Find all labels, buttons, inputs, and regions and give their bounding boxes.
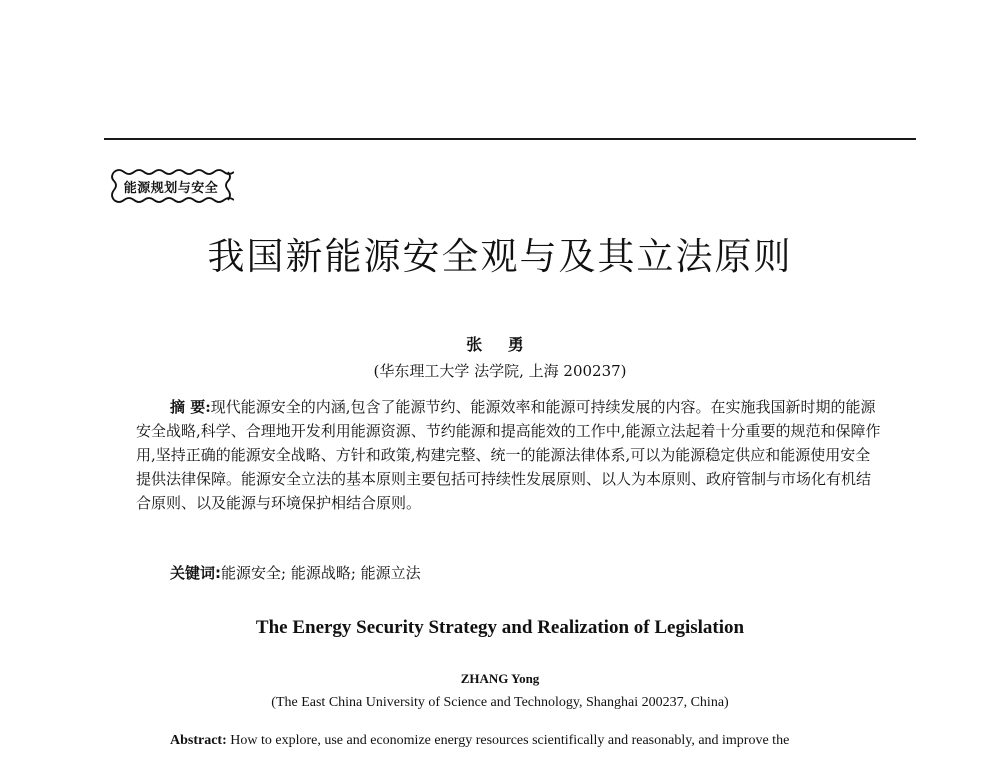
cut-off-text-line (138, 754, 886, 760)
abstract-text-cn: 现代能源安全的内涵,包含了能源节约、能源效率和能源可持续发展的内容。在实施我国新时期的能源安全战略,科学、合理地开发利用能源资源、节约能源和提高能效的工作中,能源立法起着十分重要的规范和保障作用,坚持正确的能源安全战略、方针和政策,构建完整、统一的能源法律体系,可以为能源稳定供应和能源使用安全提供法律保障。能源安全立法的基本原则主要包括可持续性发展原则、以人为本原则、政府管制与市场化有机结合原则、以及能源与环境保护相结合原则。 (136, 398, 881, 512)
affiliation-cn: (华东理工大学 法学院, 上海 200237) (373, 362, 627, 380)
abstract-label-cn: 摘 要: (170, 398, 211, 416)
paper-title-cn: 我国新能源安全观与及其立法原则 (207, 235, 793, 278)
author-cn: 张 勇 (466, 335, 534, 354)
abstract-label-en: Abstract: (170, 733, 227, 748)
abstract-en (170, 729, 890, 752)
abstract-cn (136, 395, 884, 515)
column-tag (108, 166, 234, 206)
keywords-label-cn: 关键词: (170, 564, 221, 582)
keywords-cn (170, 562, 421, 583)
column-tag-label: 能源规划与安全 (123, 180, 219, 196)
affiliation-en: (The East China University of Science and Technology, Shanghai 200237, China) (271, 695, 729, 710)
author-en: ZHANG Yong (460, 671, 540, 686)
header-rule (104, 138, 916, 140)
abstract-text-en: How to explore, use and economize energy resources scientifically and reasonably, and improve the (230, 733, 790, 748)
paper-title-en: The Energy Security Strategy and Realization of Legislation (255, 617, 745, 638)
keywords-text-cn: 能源安全; 能源战略; 能源立法 (221, 564, 421, 582)
